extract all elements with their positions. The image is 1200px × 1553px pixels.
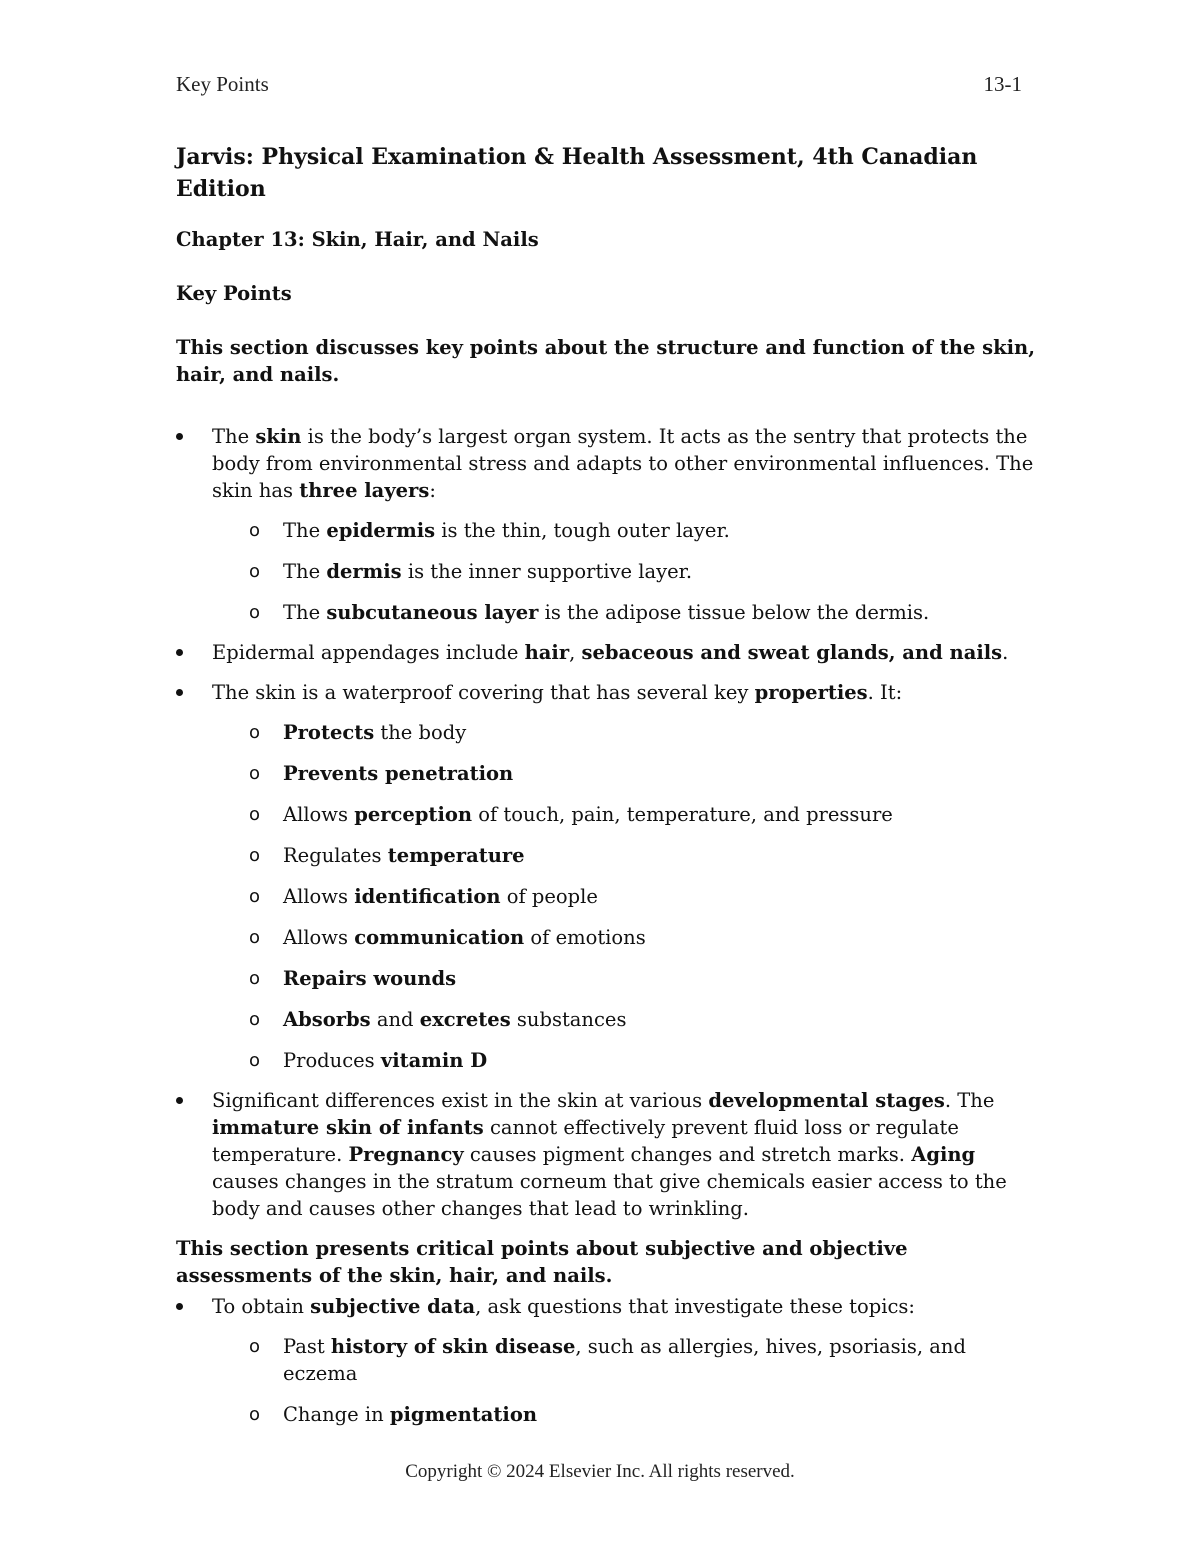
sub-list-item: o Allows perception of touch, pain, temperature, and pressure xyxy=(212,801,1036,828)
sub-list-item: o Repairs wounds xyxy=(212,965,1036,992)
copyright-footer: Copyright © 2024 Elsevier Inc. All rights reserved. xyxy=(405,1461,795,1482)
sub-list-item: o Past history of skin disease, such as allergies, hives, psoriasis, and eczema xyxy=(212,1333,1036,1387)
assessment-list xyxy=(176,1293,1036,1428)
section-intro-structure: This section discusses key points about the structure and function of the skin, hair, and nails. xyxy=(176,336,1036,386)
list-item: Significant differences exist in the skin at various developmental stages. The immature skin of infants cannot effectively prevent fluid loss or regulate temperature. Pregnancy causes pigment changes and stretch marks. Aging causes changes in the stratum corneum that give chemicals easier access to the body and causes other changes that lead to wrinkling. xyxy=(176,1087,1036,1222)
sub-list xyxy=(212,1333,1036,1428)
header-title: Key Points xyxy=(176,72,269,96)
page-number: 13-1 xyxy=(983,72,1022,96)
sub-list-item: o Allows communication of emotions xyxy=(212,924,1036,951)
sub-list-item: o Regulates temperature xyxy=(212,842,1036,869)
list-item: The skin is a waterproof covering that has several key properties. It: o Protects the body o Prevents penetration o Allows perception of touch, pain, temperature, and pressure o Regulates temperature o Allows identification of people o Allows communication of emotions o Repairs wounds o Absorbs and excretes substances o Produces vitamin D xyxy=(176,679,1036,1074)
sub-list-item: o Absorbs and excretes substances xyxy=(212,1006,1036,1033)
sub-list xyxy=(212,719,1036,1074)
running-header xyxy=(176,72,1022,97)
sub-list-item: o Allows identification of people xyxy=(212,883,1036,910)
list-item: Epidermal appendages include hair, sebaceous and sweat glands, and nails. xyxy=(176,639,1036,666)
key-points-list xyxy=(176,423,1036,1222)
sub-list-item: o Prevents penetration xyxy=(212,760,1036,787)
book-title: Jarvis: Physical Examination & Health Assessment, 4th Canadian Edition xyxy=(176,144,978,202)
section-title: Key Points xyxy=(176,282,292,305)
list-item: The skin is the body’s largest organ system. It acts as the sentry that protects the body from environmental stress and adapts to other environmental influences. The skin has three layers: o The epidermis is the thin, tough outer layer. o The dermis is the inner supportive layer. o The subcutaneous layer is the adipose tissue below the dermis. xyxy=(176,423,1036,626)
sub-list-item: o The subcutaneous layer is the adipose tissue below the dermis. xyxy=(212,599,1036,626)
document-body xyxy=(176,141,1036,1441)
sub-list-item: o Change in pigmentation xyxy=(212,1401,1036,1428)
chapter-title: Chapter 13: Skin, Hair, and Nails xyxy=(176,228,539,251)
list-item: To obtain subjective data, ask questions that investigate these topics: o Past history of skin disease, such as allergies, hives, psoriasis, and eczema o Change in pigmentation xyxy=(176,1293,1036,1428)
sub-list-item: o The epidermis is the thin, tough outer layer. xyxy=(212,517,1036,544)
sub-list-item: o Produces vitamin D xyxy=(212,1047,1036,1074)
sub-list xyxy=(212,517,1036,626)
section-intro-assessment: This section presents critical points about subjective and objective assessments of the skin, hair, and nails. xyxy=(176,1237,908,1287)
sub-list-item: o Protects the body xyxy=(212,719,1036,746)
sub-list-item: o The dermis is the inner supportive layer. xyxy=(212,558,1036,585)
